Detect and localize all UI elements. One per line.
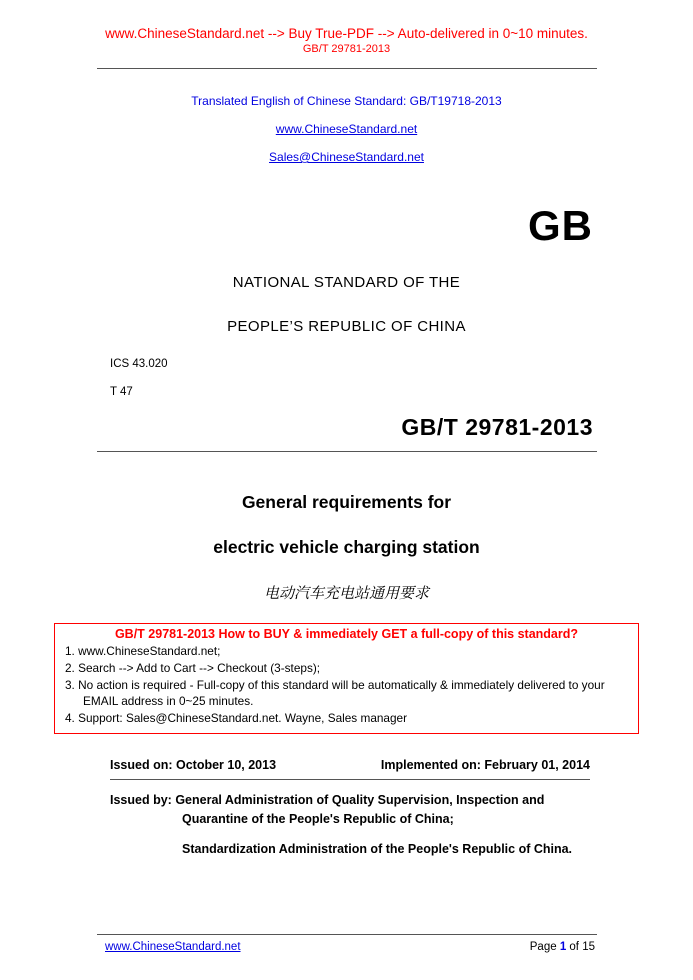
issued-on-date: Issued on: October 10, 2013 bbox=[110, 758, 277, 772]
page-number: 1 bbox=[559, 941, 567, 953]
standard-number: GB/T 29781-2013 bbox=[401, 414, 593, 440]
buy-info-box bbox=[54, 623, 639, 734]
gb-logo: GB bbox=[528, 202, 593, 249]
standard-number-divider bbox=[97, 451, 597, 452]
issued-by-body1: General Administration of Quality Supervision, Inspection and Quarantine of the People's Republic of China; bbox=[175, 793, 545, 827]
site-link[interactable]: www.ChineseStandard.net bbox=[275, 122, 418, 136]
national-standard-line2: PEOPLE’S REPUBLIC OF CHINA bbox=[227, 318, 466, 335]
promo-banner: www.ChineseStandard.net --> Buy True-PDF --> Auto-delivered in 0~10 minutes. bbox=[105, 26, 588, 41]
implemented-on-date: Implemented on: February 01, 2014 bbox=[380, 758, 590, 772]
page-indicator: Page 1 of 15 bbox=[529, 941, 595, 953]
title-chinese: 电动汽车充电站通用要求 bbox=[263, 584, 429, 602]
title-english-line2: electric vehicle charging station bbox=[213, 537, 480, 557]
buy-step-4: 4. Support: Sales@ChineseStandard.net. Wayne, Sales manager bbox=[65, 711, 408, 725]
title-english-line1: General requirements for bbox=[241, 492, 452, 512]
sales-email-link[interactable]: Sales@ChineseStandard.net bbox=[269, 150, 424, 164]
dates-row bbox=[110, 758, 590, 772]
footer bbox=[105, 941, 595, 953]
doc-code-header: GB/T 29781-2013 bbox=[302, 43, 391, 55]
buy-box-title: GB/T 29781-2013 How to BUY & immediately GET a full-copy of this standard? bbox=[114, 627, 579, 641]
classification-code: T 47 bbox=[110, 386, 133, 398]
issued-by-body2: Standardization Administration of the People's Republic of China. bbox=[182, 841, 573, 856]
ics-code: ICS 43.020 bbox=[110, 358, 168, 370]
buy-step-2: 2. Search --> Add to Cart --> Checkout (3-steps); bbox=[65, 660, 321, 675]
buy-step-1: 1. www.ChineseStandard.net; bbox=[65, 644, 221, 658]
dates-divider bbox=[110, 779, 590, 780]
footer-site-link[interactable]: www.ChineseStandard.net bbox=[105, 941, 241, 953]
national-standard-line1: NATIONAL STANDARD OF THE bbox=[232, 274, 461, 291]
buy-step-3: 3. No action is required - Full-copy of this standard will be automatically & immediately delivered to your EMAIL address in 0~25 minutes. bbox=[65, 677, 605, 709]
header-divider bbox=[97, 68, 597, 69]
issued-by-block bbox=[110, 791, 592, 859]
footer-divider bbox=[97, 934, 597, 935]
translated-standard-line: Translated English of Chinese Standard: GB/T19718-2013 bbox=[191, 94, 502, 108]
issued-by-label: Issued by: bbox=[110, 793, 172, 807]
